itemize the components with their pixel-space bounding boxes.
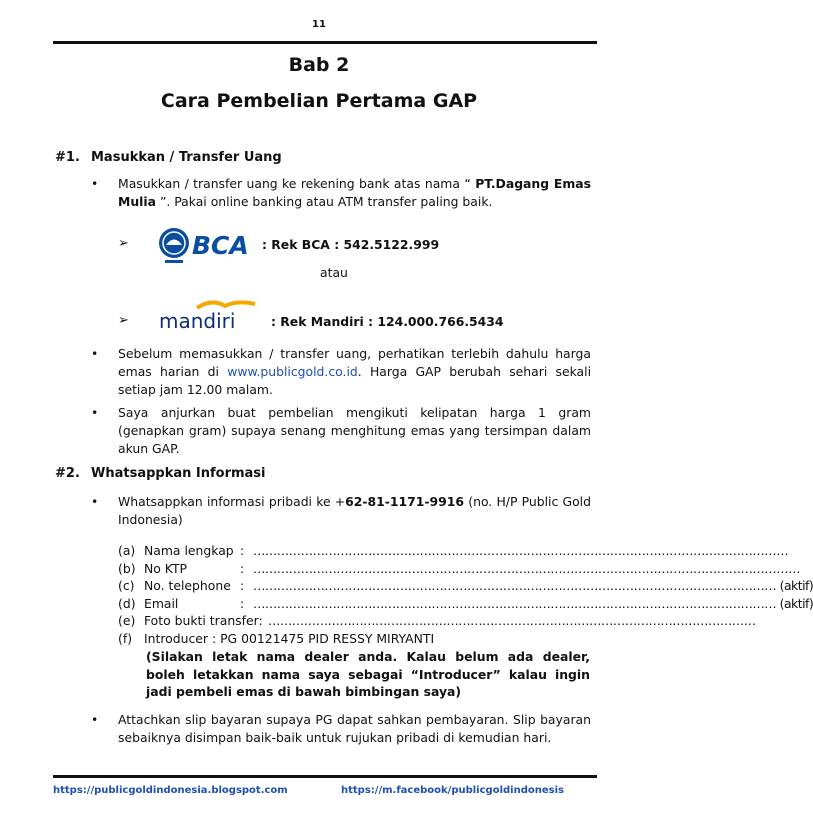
bullet-text: Saya anjurkan buat pembelian mengikuti kelipatan harga 1 gram (genapkan gram) supaya senang menghitung emas yang tersimpan dalam akun GAP. [118,405,591,456]
section-number: #1. [55,150,80,165]
section-title: Masukkan / Transfer Uang [91,150,282,165]
mandiri-account: : Rek Mandiri : 124.000.766.5434 [271,314,504,329]
section-number: #2. [55,466,80,481]
bullet-text: . Harga GAP berubah sehari sekali setiap jam 12.00 malam. [118,364,592,397]
header-rule [53,41,597,44]
section-title: Whatsappkan Informasi [91,466,266,481]
fill-line: …………………………………………………………………………………………………………………… (aktif) [253,595,813,611]
fill-line: …………………………………………………………………………………………………………………… (aktif) [253,578,813,593]
footer-blog-link[interactable]: https://publicgoldindonesia.blogspot.com [53,785,288,796]
fill-line: ……………………………………………………………………………………………………………………… [253,543,789,558]
mandiri-logo-text: mandiri [159,309,236,333]
arrow-bullet-icon: ➢ [118,313,129,328]
section-heading-2 [55,466,266,481]
fill-line: …………………………………………………………………………………………………………… [268,613,756,628]
fill-line: ………………………………………………………………………………………………………………………… [253,560,800,576]
footer-facebook-link[interactable]: https://m.facebook/publicgoldindonesis [341,785,564,796]
bullet-dot-icon: • [91,712,99,727]
bullet-text: ”. Pakai online banking atau ATM transfer paling baik. [156,194,493,209]
page-title: Cara Pembelian Pertama GAP [160,90,478,112]
bullet-recommendation [91,404,591,458]
bullet-text: Whatsappkan informasi pribadi ke + [118,494,346,509]
bca-logo-text: BCA [192,231,249,260]
bullet-whatsapp [91,493,591,529]
introducer-note: (Silakan letak nama dealer anda. Kalau belum ada dealer, boleh letakkan nama saya sebagai “Introducer” kalau ingin jadi pembeli emas di bawah bimbingan saya) [146,649,590,699]
bullet-text: (no. H/P Public Gold Indonesia) [118,494,591,527]
bullet-dot-icon: • [91,346,99,361]
footer-rule [53,775,597,778]
bullet-attach-slip [91,711,591,747]
bca-logo [157,224,257,266]
bullet-text: Masukkan / transfer uang ke rekening bank atas nama “ [118,176,476,191]
mandiri-logo [157,298,263,332]
bullet-dot-icon: • [91,494,99,509]
bullet-dot-icon: • [91,176,99,191]
bullet-text: Sebelum memasukkan / transfer uang, perhatikan terlebih dahulu harga emas harian di [118,346,591,379]
section-heading-1 [55,150,282,165]
page-number: 11 [312,19,326,30]
bca-account: : Rek BCA : 542.5122.999 [262,237,440,252]
bullet-price-check [91,345,591,399]
bullet-dot-icon: • [91,405,99,420]
bullet-text: Attachkan slip bayaran supaya PG dapat sahkan pembayaran. Slip bayaran sebaiknya disimpan baik-baik untuk rujukan pribadi di kemudian hari. [118,712,591,745]
account-name: PT.Dagang Emas Mulia [118,176,592,209]
atau-text: atau [320,265,348,280]
bullet-transfer [91,175,591,211]
arrow-bullet-icon: ➢ [118,236,129,251]
chapter-heading: Bab 2 [288,54,350,76]
whatsapp-number: 62-81-1171-9916 [345,494,465,509]
publicgold-link[interactable]: www.publicgold.co.id [227,364,358,379]
